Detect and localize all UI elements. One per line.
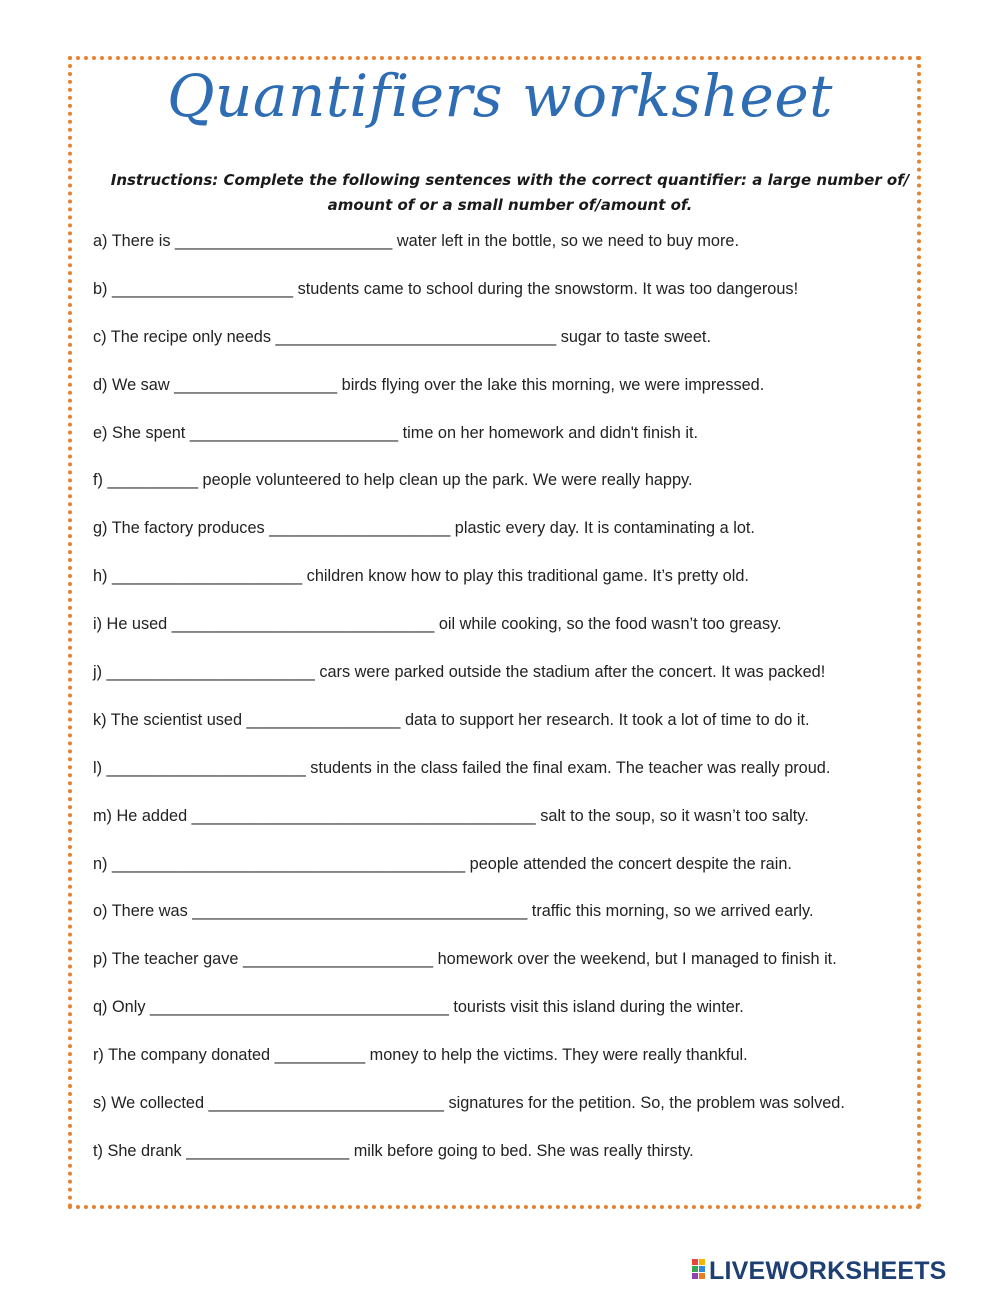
instructions-line-1: Instructions: Complete the following sentences with the correct quantifier: a large number of/ (110, 171, 910, 189)
exercise-item-c: c) The recipe only needs _______________________________ sugar to taste sweet. (93, 327, 711, 346)
exercise-item-d: d) We saw __________________ birds flying over the lake this morning, we were impressed. (93, 375, 765, 394)
exercise-list (93, 229, 928, 1187)
instructions-line-2: amount of or a small number of/amount of. (327, 196, 693, 214)
instructions (100, 168, 920, 218)
liveworksheets-logo-icon (692, 1259, 706, 1283)
exercise-item-l: l) ______________________ students in the class failed the final exam. The teacher was really proud. (93, 758, 831, 777)
exercise-item-m: m) He added ______________________________________ salt to the soup, so it wasn’t too salty. (93, 806, 809, 825)
brand-name: LIVEWORKSHEETS (709, 1256, 947, 1285)
exercise-item-o: o) There was _____________________________________ traffic this morning, so we arrived early. (93, 902, 814, 921)
exercise-item-g: g) The factory produces ____________________ plastic every day. It is contaminating a lot. (93, 519, 755, 538)
exercise-item-n: n) _______________________________________ people attended the concert despite the rain. (93, 854, 792, 873)
exercise-item-r: r) The company donated __________ money to help the victims. They were really thankful. (93, 1046, 748, 1065)
liveworksheets-brand[interactable] (692, 1256, 947, 1286)
exercise-item-b: b) ____________________ students came to school during the snowstorm. It was too dangerous! (93, 279, 799, 298)
exercise-item-k: k) The scientist used _________________ data to support her research. It took a lot of time to do it. (93, 710, 810, 729)
exercise-item-s: s) We collected __________________________ signatures for the petition. So, the problem was solved. (93, 1094, 845, 1113)
exercise-item-t: t) She drank __________________ milk before going to bed. She was really thirsty. (93, 1141, 694, 1160)
exercise-item-f: f) __________ people volunteered to help clean up the park. We were really happy. (93, 471, 693, 490)
exercise-item-j: j) _______________________ cars were parked outside the stadium after the concert. It was packed! (93, 663, 826, 682)
page-title: Quantifiers worksheet (167, 62, 833, 130)
exercise-item-e: e) She spent _______________________ time on her homework and didn't finish it. (93, 423, 699, 442)
exercise-item-a: a) There is ________________________ water left in the bottle, so we need to buy more. (93, 232, 739, 250)
exercise-item-i: i) He used _____________________________ oil while cooking, so the food wasn’t too greasy. (93, 615, 782, 634)
exercise-item-p: p) The teacher gave _____________________ homework over the weekend, but I managed to finish it. (93, 950, 837, 969)
exercise-item-q: q) Only _________________________________ tourists visit this island during the winter. (93, 998, 744, 1017)
exercise-item-h: h) _____________________ children know how to play this traditional game. It’s pretty old. (93, 567, 749, 586)
